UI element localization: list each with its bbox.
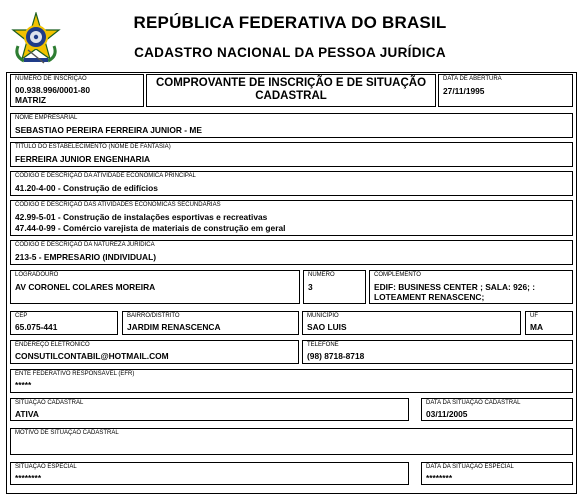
situacao-especial-value: ********: [15, 473, 42, 483]
atividades-secundarias-label: CÓDIGO E DESCRIÇÃO DAS ATIVIDADES ECONÔMICAS SECUNDÁRIAS: [15, 202, 221, 208]
page-title: REPÚBLICA FEDERATIVA DO BRASIL: [133, 13, 447, 32]
abertura-value: 27/11/1995: [443, 86, 485, 96]
cep-box: [10, 311, 118, 335]
logradouro-label: LOGRADOURO: [15, 272, 59, 278]
data-situacao-especial-label: DATA DA SITUAÇÃO ESPECIAL: [426, 464, 514, 470]
data-situacao-box: [421, 398, 573, 421]
municipio-value: SAO LUIS: [307, 322, 347, 332]
fantasia-label: TÍTULO DO ESTABELECIMENTO (NOME DE FANTASIA): [15, 144, 171, 150]
email-value: CONSUTILCONTABIL@HOTMAIL.COM: [15, 351, 169, 361]
numero-label: NÚMERO: [308, 272, 335, 278]
cep-label: CEP: [15, 313, 28, 319]
atividades-secundarias-box: [10, 200, 573, 236]
logradouro-box: [10, 270, 300, 304]
situacao-box: [10, 398, 409, 421]
fantasia-value: FERREIRA JUNIOR ENGENHARIA: [15, 154, 151, 164]
numero-box: [303, 270, 366, 304]
uf-box: [525, 311, 573, 335]
efr-label: ENTE FEDERATIVO RESPONSÁVEL (EFR): [15, 371, 135, 377]
natureza-juridica-box: [10, 240, 573, 265]
data-situacao-label: DATA DA SITUAÇÃO CADASTRAL: [426, 400, 521, 406]
efr-value: *****: [15, 380, 32, 390]
coat-of-arms-icon: [10, 12, 62, 64]
bairro-label: BAIRRO/DISTRITO: [127, 313, 180, 319]
motivo-label: MOTIVO DE SITUAÇÃO CADASTRAL: [15, 430, 119, 436]
situacao-value: ATIVA: [15, 409, 39, 419]
page-subtitle: CADASTRO NACIONAL DA PESSOA JURÍDICA: [134, 45, 446, 60]
numero-value: 3: [308, 282, 313, 292]
inscricao-label: NÚMERO DE INSCRIÇÃO: [15, 76, 87, 82]
complemento-label: COMPLEMENTO: [374, 272, 421, 278]
data-situacao-especial-value: ********: [426, 473, 453, 483]
data-situacao-especial-box: [421, 462, 573, 485]
email-label: ENDEREÇO ELETRÔNICO: [15, 342, 90, 348]
inscricao-number: 00.938.996/0001-80: [15, 85, 90, 95]
atividade-secundaria-item: 42.99-5-01 - Construção de instalações esportivas e recreativas: [15, 212, 268, 222]
atividade-secundaria-item: 47.44-0-99 - Comércio varejista de materiais de construção em geral: [15, 223, 286, 233]
telefone-box: [302, 340, 573, 364]
nome-empresarial-box: [10, 113, 573, 138]
municipio-box: [302, 311, 521, 335]
complemento-line2: LOTEAMENT RENASCENC;: [374, 292, 485, 302]
abertura-box: [438, 74, 573, 107]
atividade-principal-label: CÓDIGO E DESCRIÇÃO DA ATIVIDADE ECONÔMICA PRINCIPAL: [15, 173, 196, 179]
complemento-line1: EDIF: BUSINESS CENTER ; SALA: 926; :: [374, 282, 536, 292]
atividade-principal-box: [10, 171, 573, 196]
complemento-box: [369, 270, 573, 304]
uf-value: MA: [530, 322, 544, 332]
situacao-especial-box: [10, 462, 409, 485]
situacao-especial-label: SITUAÇÃO ESPECIAL: [15, 464, 77, 470]
inscricao-box: [10, 74, 144, 107]
motivo-box: [10, 428, 573, 455]
natureza-juridica-value: 213-5 - EMPRESARIO (INDIVIDUAL): [15, 252, 156, 262]
municipio-label: MUNICÍPIO: [307, 313, 339, 319]
fantasia-box: [10, 142, 573, 167]
email-box: [10, 340, 299, 364]
uf-label: UF: [530, 313, 538, 319]
nome-empresarial-label: NOME EMPRESARIAL: [15, 115, 78, 121]
cep-value: 65.075-441: [15, 322, 58, 332]
situacao-label: SITUAÇÃO CADASTRAL: [15, 400, 84, 406]
bairro-box: [122, 311, 299, 335]
efr-box: [10, 369, 573, 393]
telefone-label: TELEFONE: [307, 342, 339, 348]
abertura-label: DATA DE ABERTURA: [443, 76, 502, 82]
data-situacao-value: 03/11/2005: [426, 409, 468, 419]
telefone-value: (98) 8718-8718: [307, 351, 365, 361]
comprovante-title: COMPROVANTE DE INSCRIÇÃO E DE SITUAÇÃO CADASTRAL: [155, 77, 427, 102]
inscricao-type: MATRIZ: [15, 95, 47, 105]
natureza-juridica-label: CÓDIGO E DESCRIÇÃO DA NATUREZA JURÍDICA: [15, 242, 155, 248]
comprovante-box: [146, 74, 436, 107]
nome-empresarial-value: SEBASTIAO PEREIRA FERREIRA JUNIOR - ME: [15, 125, 202, 135]
atividade-principal-value: 41.20-4-00 - Construção de edifícios: [15, 183, 158, 193]
logradouro-value: AV CORONEL COLARES MOREIRA: [15, 282, 156, 292]
bairro-value: JARDIM RENASCENCA: [127, 322, 221, 332]
